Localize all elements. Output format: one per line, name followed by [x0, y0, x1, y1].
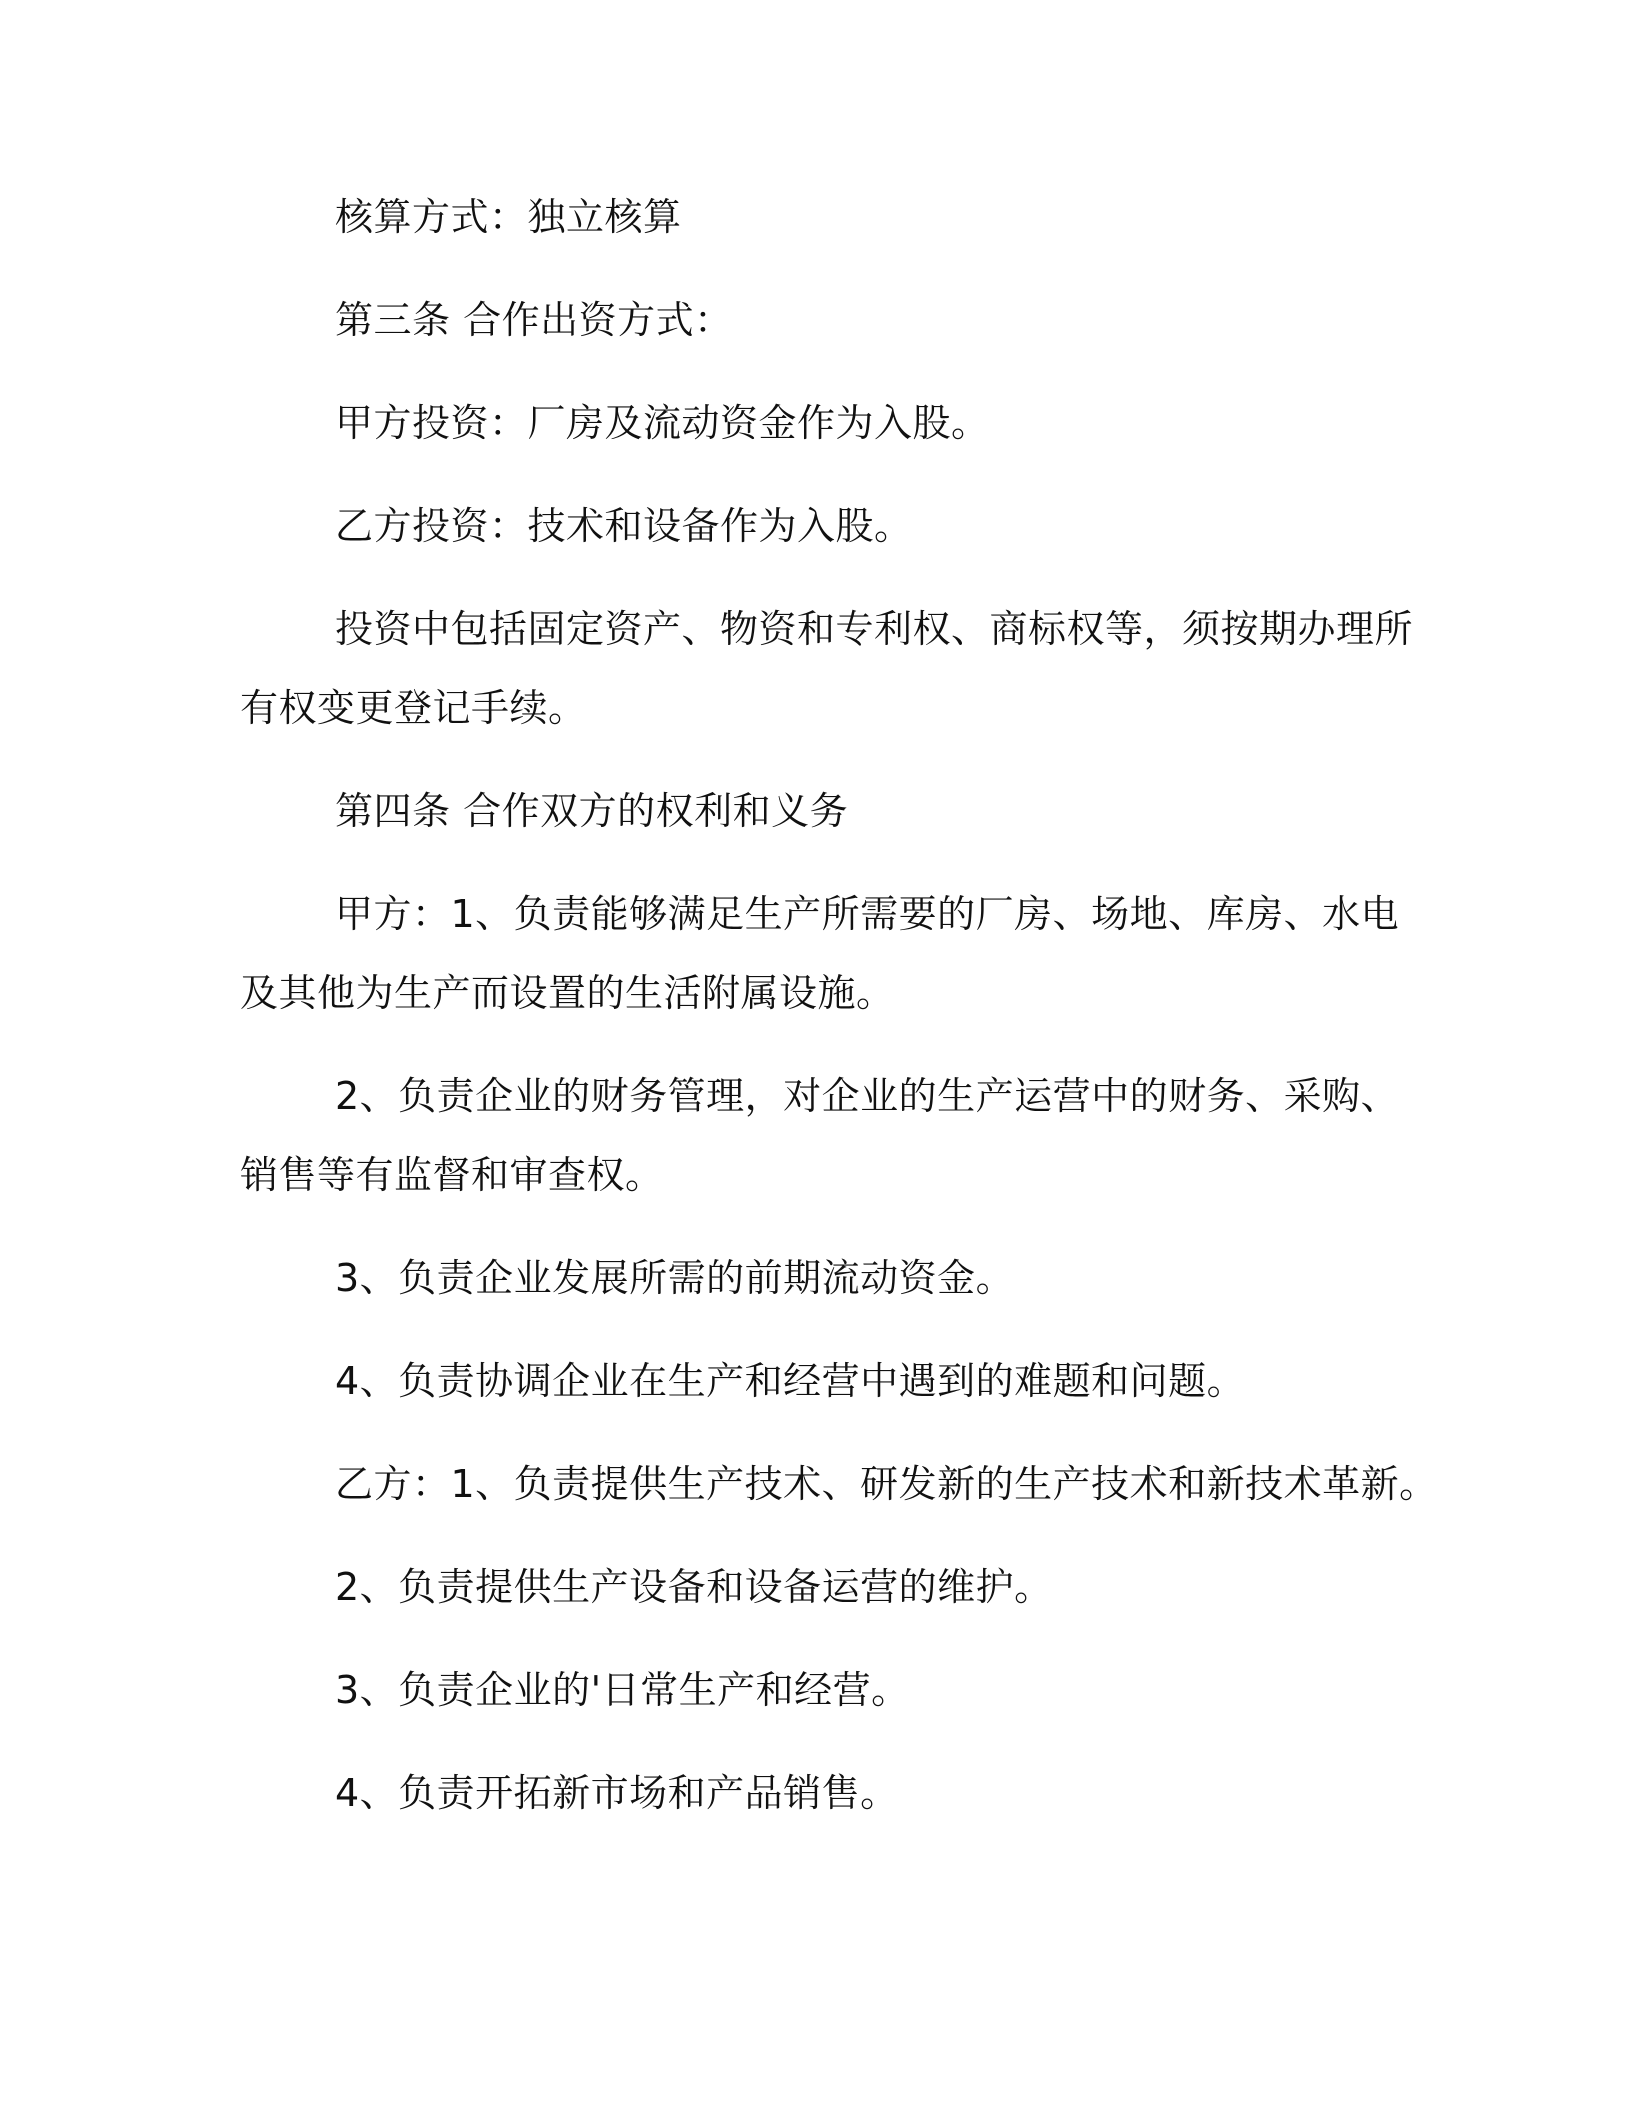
article-3-heading: 第三条 合作出资方式： [335, 298, 733, 342]
party-a-duty-3: 3、负责企业发展所需的前期流动资金。 [335, 1256, 1015, 1300]
party-a-investment: 甲方投资：厂房及流动资金作为入股。 [335, 401, 990, 445]
investment-scope-line-2: 有权变更登记手续。 [240, 686, 587, 730]
party-b-duty-3: 3、负责企业的'日常生产和经营。 [335, 1668, 910, 1712]
party-a-duty-2-line-2: 销售等有监督和审查权。 [240, 1153, 664, 1197]
party-a-duty-4: 4、负责协调企业在生产和经营中遇到的难题和问题。 [335, 1359, 1246, 1403]
paragraph-accounting-method: 核算方式：独立核算 [335, 195, 682, 239]
party-a-duty-1-line-2: 及其他为生产而设置的生活附属设施。 [240, 971, 895, 1015]
party-a-duty-2-line-1: 2、负责企业的财务管理，对企业的生产运营中的财务、采购、 [335, 1074, 1400, 1118]
party-b-investment: 乙方投资：技术和设备作为入股。 [335, 504, 913, 548]
party-a-duty-1-line-1: 甲方：1、负责能够满足生产所需要的厂房、场地、库房、水电 [335, 892, 1400, 936]
party-b-duty-2: 2、负责提供生产设备和设备运营的维护。 [335, 1565, 1053, 1609]
party-b-duty-1: 乙方：1、负责提供生产技术、研发新的生产技术和新技术革新。 [335, 1462, 1438, 1506]
article-4-heading: 第四条 合作双方的权利和义务 [335, 789, 849, 833]
party-b-duty-4: 4、负责开拓新市场和产品销售。 [335, 1771, 899, 1815]
investment-scope-line-1: 投资中包括固定资产、物资和专利权、商标权等，须按期办理所 [335, 607, 1414, 651]
